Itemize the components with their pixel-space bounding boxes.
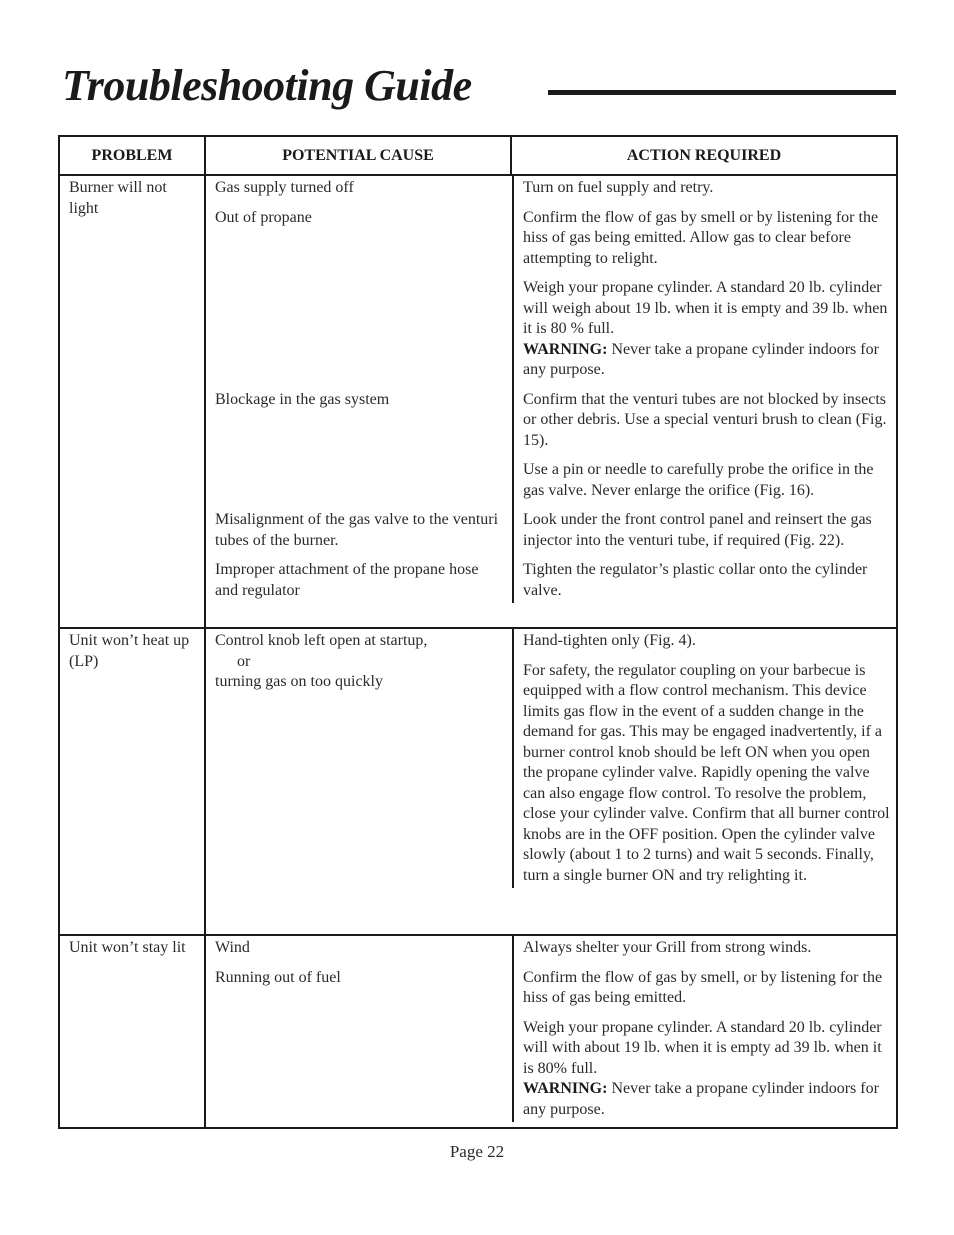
cause-cell (206, 208, 512, 390)
action-text: Tighten the regulator’s plastic collar onto the cylinder valve. (523, 561, 868, 599)
page-number: Page 22 (449, 1142, 505, 1161)
header-problem: PROBLEM (59, 136, 205, 175)
cause-text: Control knob left open at startup, (215, 632, 428, 649)
cause-text: Wind (215, 939, 250, 956)
action-text: Always shelter your Grill from strong winds. (523, 939, 812, 956)
action-warning-block (523, 1018, 890, 1123)
action-cell (512, 176, 898, 208)
action-text: Turn on fuel supply and retry. (523, 179, 714, 196)
header-cause: POTENTIAL CAUSE (205, 136, 511, 175)
warning-line (523, 1079, 890, 1120)
title-row (62, 60, 896, 120)
warning-label: WARNING: (523, 1080, 608, 1097)
action-cell (512, 936, 898, 968)
action-cell (512, 560, 898, 603)
cause-text: Improper attachment of the propane hose and regulator (215, 561, 479, 599)
cause-text: Blockage in the gas system (215, 390, 390, 408)
cause-cell (206, 968, 512, 1123)
cause-action-cell (205, 628, 897, 935)
cause-text: Running out of fuel (215, 968, 341, 986)
action-cell (512, 390, 898, 511)
problem-text: Unit won’t stay lit (69, 939, 186, 956)
table-row (59, 935, 897, 1128)
action-text: Use a pin or needle to carefully probe the orifice in the gas valve. Never enlarge the orifice (Fig. 16). (523, 461, 874, 499)
title-rule (548, 90, 896, 95)
action-text: Confirm the flow of gas by smell or by listening for the hiss of gas being emitted. Allow gas to clear before attempting to relight. (523, 208, 879, 267)
cause-action-cell (205, 175, 897, 628)
warning-text: Never take a propane cylinder indoors for any purpose. (523, 340, 879, 378)
problem-cell (59, 175, 205, 628)
header-action: ACTION REQUIRED (511, 136, 897, 175)
action-text: Hand-tighten only (Fig. 4). (523, 632, 696, 649)
action-warning-block (523, 278, 890, 390)
cause-cell (206, 560, 512, 603)
action-text: Confirm the flow of gas by smell, or by listening for the hiss of gas being emitted. (523, 968, 883, 1006)
cause-action-grid (206, 176, 896, 603)
problem-text: Burner will not light (69, 179, 167, 217)
action-cell (512, 629, 898, 888)
action-text: For safety, the regulator coupling on your barbecue is equipped with a flow control mechanism. This device limits gas flow in the event of a sudden change in the demand for gas. This may be engaged inadvertently, if a burner control knob should be left ON when you open the propane cylinder valve. Rapidly opening the valve can also engage flow control. To resolve the problem, close your cylinder valve. Confirm that all burner control knobs are in the OFF position. Open the cylinder valve slowly (about 1 to 2 turns) and wait 5 seconds. Finally, turn a single burner ON and try relighting it. (523, 661, 890, 884)
cause-action-cell (205, 935, 897, 1128)
problem-cell (59, 628, 205, 935)
action-cell (512, 968, 898, 1123)
cause-cell (206, 510, 512, 560)
problem-text: Unit won’t heat up (LP) (69, 632, 190, 670)
warning-label: WARNING: (523, 340, 608, 358)
warning-line (523, 340, 890, 381)
action-text: Confirm that the venturi tubes are not blocked by insects or other debris. Use a special venturi brush to clean (Fig. 15). (523, 390, 887, 449)
cause-text: Out of propane (215, 208, 312, 226)
cause-text: turning gas on too quickly (215, 673, 383, 690)
action-cell (512, 208, 898, 390)
action-text: Weigh your propane cylinder. A standard 20 lb. cylinder will with about 19 lb. when it is empty ad 39 lb. when it is 80% full. (523, 1018, 882, 1077)
cause-text: Misalignment of the gas valve to the venturi tubes of the burner. (215, 511, 499, 549)
table-row (59, 628, 897, 935)
problem-cell (59, 935, 205, 1128)
action-text: Look under the front control panel and reinsert the gas injector into the venturi tube, if required (Fig. 22). (523, 511, 872, 549)
warning-text: Never take a propane cylinder indoors for any purpose. (523, 1080, 879, 1118)
cause-cell (206, 629, 512, 888)
page-title: Troubleshooting Guide (62, 61, 472, 110)
cause-text: or (237, 652, 251, 670)
table-row (59, 175, 897, 628)
cause-text: Gas supply turned off (215, 179, 354, 196)
table-header-row (59, 136, 897, 175)
cause-cell (206, 176, 512, 208)
cause-cell (206, 936, 512, 968)
cause-cell (206, 390, 512, 511)
cause-action-grid (206, 936, 896, 1122)
cause-action-grid (206, 629, 896, 888)
troubleshooting-table (58, 135, 898, 1129)
action-cell (512, 510, 898, 560)
action-text: Weigh your propane cylinder. A standard 20 lb. cylinder will weigh about 19 lb. when it is empty and 39 lb. when it is 80 % full. (523, 279, 888, 337)
